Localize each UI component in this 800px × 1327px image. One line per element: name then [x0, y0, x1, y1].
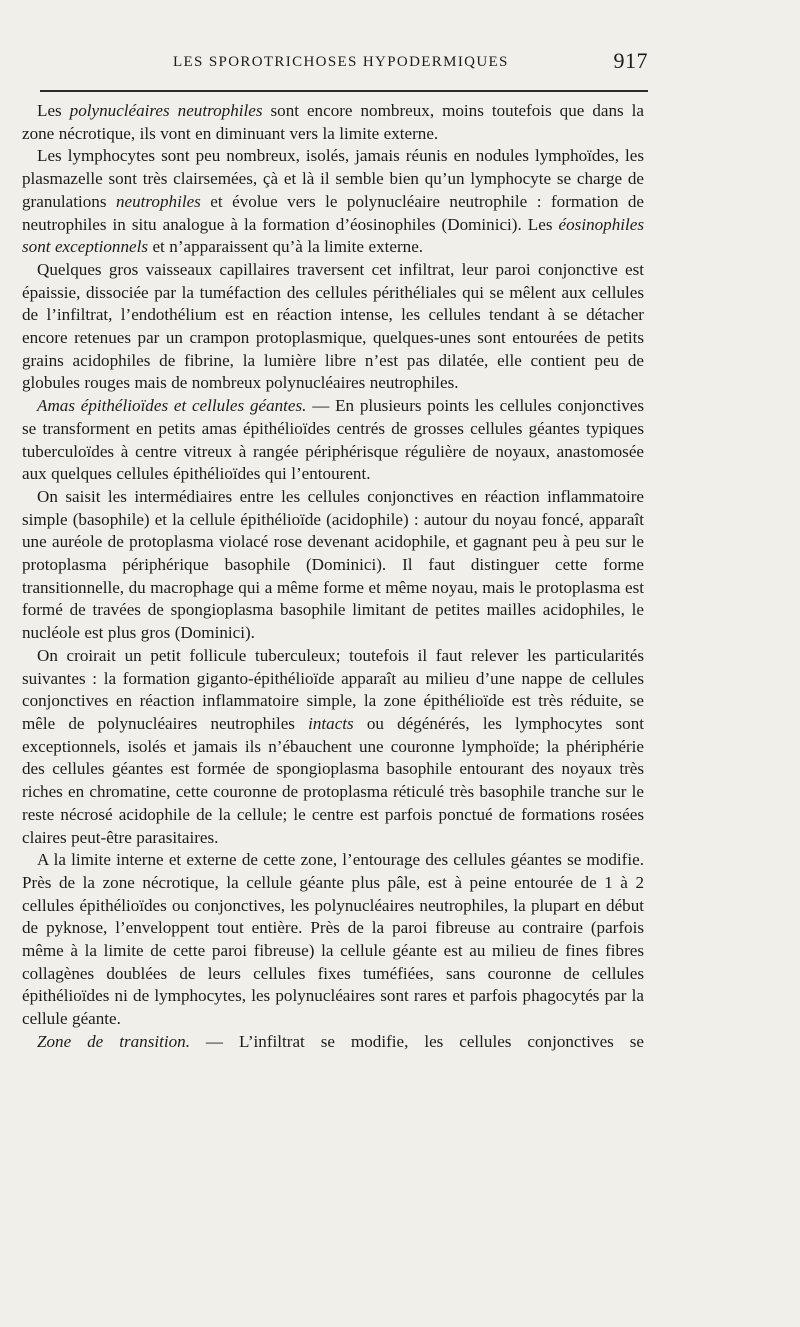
page-number: 917 — [613, 48, 648, 73]
paragraph-8-heading: Zone de transition. — [37, 1031, 190, 1051]
paragraph-6-italic1: intacts — [308, 713, 354, 733]
paragraph-8-rest: — L’infiltrat se modifie, les cellules conjonctives se — [189, 1031, 644, 1051]
paragraph-2 — [22, 145, 644, 259]
paragraph-1-lead: Les — [37, 101, 70, 120]
paragraph-6-part2: ou dégénérés, les lymphocytes sont exceptionnels, isolés et jamais ils n’ébauchent une couronne lymphoïde; la phériphérie des cellules géantes est formée de spongioplasma basophile entourant des noyaux très riches en chromatine, cette couronne de protoplasma réticulé très basophile tranche sur le reste nécrosé acidophile de la cellule; le centre est parfois ponctué de formations rosées claires peut-être parasitaires. — [22, 713, 644, 847]
paragraph-3: Quelques gros vaisseaux capillaires traversent cet infiltrat, leur paroi conjonctive est épaissie, dissociée par la tuméfaction des cellules périthéliales qui se mêlent aux cellules de l’infiltrat, l’endothélium est en réaction intense, les cellules tendant à se détacher encore retenues par un crampon protoplasmique, quelques-unes sont entourées de petits grains acidophiles de fibrine, la lumière libre n’est pas dilatée, elle contient peu de globules rouges mais de nombreux polynucléaires neutrophiles. — [22, 259, 644, 393]
paragraph-5: On saisit les intermédiaires entre les cellules conjonctives en réaction inflammatoire simple (basophile) et la cellule épithélioïde (acidophile) : autour du noyau foncé, apparaît une auréole de protoplasma violacé rose devenant acidophile, et gagnant peu à peu sur le protoplasma périphérique basophile (Dominici). Il faut distinguer cette forme transitionnelle, du macrophage qui a même forme et même noyau, mais le protoplasma est formé de travées de spongioplasma basophile limitant de petites mailles acidophiles, le nucléole est plus gros (Dominici). — [22, 486, 644, 643]
running-head — [20, 48, 648, 78]
paragraph-4-rest: — En plusieurs points les cellules conjonctives se transforment en petits amas épithélioïdes centrés de grosses cellules géantes typiques tuberculoïdes à centre vitreux à rangée périphérisque régulière de noyaux, anastomosée aux quelques cellules épithélioïdes qui l’entourent. — [22, 396, 644, 484]
paragraph-7: A la limite interne et externe de cette zone, l’entourage des cellules géantes se modifie. Près de la zone nécrotique, la cellule géante plus pâle, est à peine entourée de 1 à 2 cellules épithélioïdes ou conjonctives, les polynucléaires neutrophiles, la plupart en début de pyknose, l’enveloppent tout entière. Près de la paroi fibreuse au contraire (parfois même à la limite de cette paroi fibreuse) la cellule géante est au milieu de fines fibres collagènes doublées de leurs cellules fixes tuméfiées, sans couronne de cellules épithélioïdes ni de lymphocytes, les polynucléaires sont rares et parfois phagocytés par la cellule géante. — [22, 850, 644, 1029]
paragraph-4 — [22, 395, 644, 486]
paragraph-1-italic: polynucléaires neutrophiles — [69, 101, 263, 120]
paragraph-2-italic2: éosinophiles sont exceptionnels — [22, 214, 644, 257]
paragraph-1-rest: sont encore nombreux, moins toutefois que dans la zone nécrotique, ils vont en diminuant vers la limite externe. — [22, 101, 644, 143]
paragraph-4-heading: Amas épithélioïdes et cellules géantes. — [37, 396, 307, 416]
paragraph-6-part1: On croirait un petit follicule tuberculeux; toutefois il faut relever les particularités suivantes : la formation giganto-épithélioïde apparaît au milieu d’une nappe de cellules conjonctives en réaction inflammatoire simple, la zone épithélioïde est très réduite, se mêle de polynucléaires neutrophiles — [22, 645, 644, 733]
paragraph-6 — [22, 645, 644, 849]
paragraph-2-part3: et n’apparaissent qu’à la limite externe. — [148, 237, 424, 257]
body-text — [22, 100, 644, 1054]
paragraph-2-part2: et évolue vers le polynucléaire neutrophile : formation de neutrophiles in situ analogue à la formation d’éosinophiles (Dominici). Les — [22, 191, 644, 234]
paragraph-2-part1: Les lymphocytes sont peu nombreux, isolés, jamais réunis en nodules lymphoïdes, les plasmazelle sont très clairsemées, çà et là il semble bien qu’un lymphocyte se charge de granulations — [22, 146, 644, 211]
paragraph-2-italic1: neutrophiles — [115, 191, 201, 211]
header-rule — [40, 90, 648, 92]
paragraph-1 — [22, 100, 644, 145]
running-title: LES SPOROTRICHOSES HYPODERMIQUES — [173, 54, 509, 70]
paragraph-8 — [22, 1031, 644, 1054]
